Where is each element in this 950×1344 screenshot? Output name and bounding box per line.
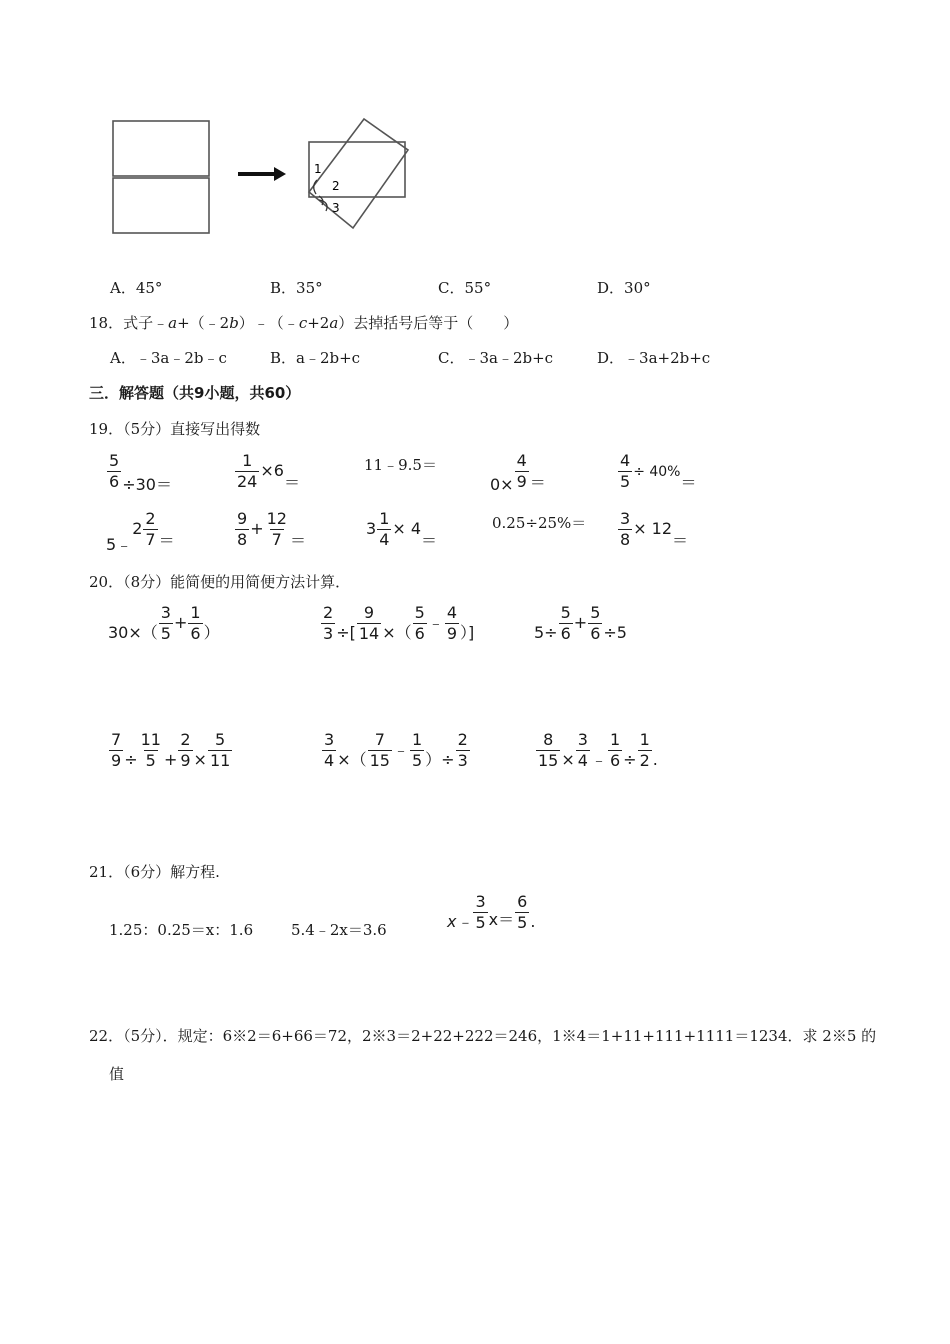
q19-expr-6: 5﹣2 $\frac{2}{7}$ ＝ xyxy=(106,509,175,554)
q19-expr-4: 0× $\frac{4}{9}$ ＝ xyxy=(490,451,546,494)
q22-stem: 22．（5分）．规定：6※2＝6+66＝72，2※3＝2+22+222＝246，1※4＝1+11+111+1111＝1234．求 2※5 的 xyxy=(89,1027,877,1045)
q19-expr-3: 11﹣9.5＝ xyxy=(364,456,437,474)
folding-figure xyxy=(108,112,418,242)
q18-stem: 18．式子﹣a+（﹣2b）﹣（﹣c+2a）去掉括号后等于（ ） xyxy=(89,314,519,332)
q20-expr-2: $\frac{2}{3}$ ÷[ $\frac{9}{14}$ ×（ $\frac{5}{6}$ ﹣ $\frac{4}{9}$ ）] xyxy=(323,603,475,643)
paper-bottom-half xyxy=(113,178,209,233)
q19-expr-7: $\frac{9}{8}$ + $\frac{12}{7}$ ＝ xyxy=(237,509,306,550)
q21-equation-2: 5.4﹣2x＝3.6 xyxy=(291,921,387,939)
q19-expr-5: $\frac{4}{5}$ ÷ 40%＝ xyxy=(620,451,697,492)
q20-expr-5: $\frac{3}{4}$ ×（ $\frac{7}{15}$ ﹣ $\frac{1}{5}$ ）÷ $\frac{2}{3}$ xyxy=(324,730,468,770)
angle-label-3: 3 xyxy=(332,201,340,215)
section-title: 三．解答题（共9小题，共60） xyxy=(89,384,301,402)
q18-option-b[interactable]: B．a﹣2b+c xyxy=(270,349,361,367)
q19-title: 19．（5分）直接写出得数 xyxy=(89,420,261,438)
q19-expr-2: $\frac{1}{24}$ ×6＝ xyxy=(237,451,300,492)
q20-expr-4: $\frac{7}{9}$ ÷ $\frac{11}{5}$ + $\frac{2}{9}$ × $\frac{5}{11}$ xyxy=(111,730,231,770)
q19-expr-1: $\frac{5}{6}$ ÷30＝ xyxy=(109,451,172,494)
q19-expr-10: $\frac{3}{8}$ × 12＝ xyxy=(620,509,689,550)
q17-option-c[interactable]: C．55° xyxy=(438,279,492,297)
q20-expr-3: 5÷ $\frac{5}{6}$ + $\frac{5}{6}$ ÷5 xyxy=(534,603,627,643)
q21-title: 21．（6分）解方程. xyxy=(89,863,220,881)
q17-option-d[interactable]: D．30° xyxy=(597,279,651,297)
q18-option-c[interactable]: C．﹣3a﹣2b+c xyxy=(438,349,554,367)
q22-stem-cont: 值 xyxy=(109,1065,125,1083)
q20-expr-1: 30×（ $\frac{3}{5}$ + $\frac{1}{6}$ ） xyxy=(108,603,220,643)
q21-equation-3: x﹣ $\frac{3}{5}$ x＝ $\frac{6}{5}$ . xyxy=(447,892,536,932)
q20-title: 20．（8分）能简便的用简便方法计算． xyxy=(89,573,351,591)
angle-label-1: 1 xyxy=(314,162,322,176)
q19-expr-8: 3 $\frac{1}{4}$ × 4＝ xyxy=(366,509,438,550)
folded-strip xyxy=(309,119,408,228)
q17-option-a[interactable]: A．45° xyxy=(110,279,163,297)
paper-top-half xyxy=(113,121,209,176)
arrow-icon xyxy=(274,167,286,181)
q17-option-b[interactable]: B．35° xyxy=(270,279,323,297)
q19-expr-9: 0.25÷25%＝ xyxy=(492,514,587,532)
q20-expr-6: $\frac{8}{15}$ × $\frac{3}{4}$ ﹣ $\frac{1}{6}$ ÷ $\frac{1}{2}$ . xyxy=(538,730,658,770)
folded-rectangle xyxy=(309,142,405,197)
q21-equation-1: 1.25：0.25＝x：1.6 xyxy=(109,921,254,939)
q18-option-a[interactable]: A．﹣3a﹣2b﹣c xyxy=(110,349,227,367)
q18-option-d[interactable]: D．﹣3a+2b+c xyxy=(597,349,711,367)
angle-label-2: 2 xyxy=(332,179,340,193)
